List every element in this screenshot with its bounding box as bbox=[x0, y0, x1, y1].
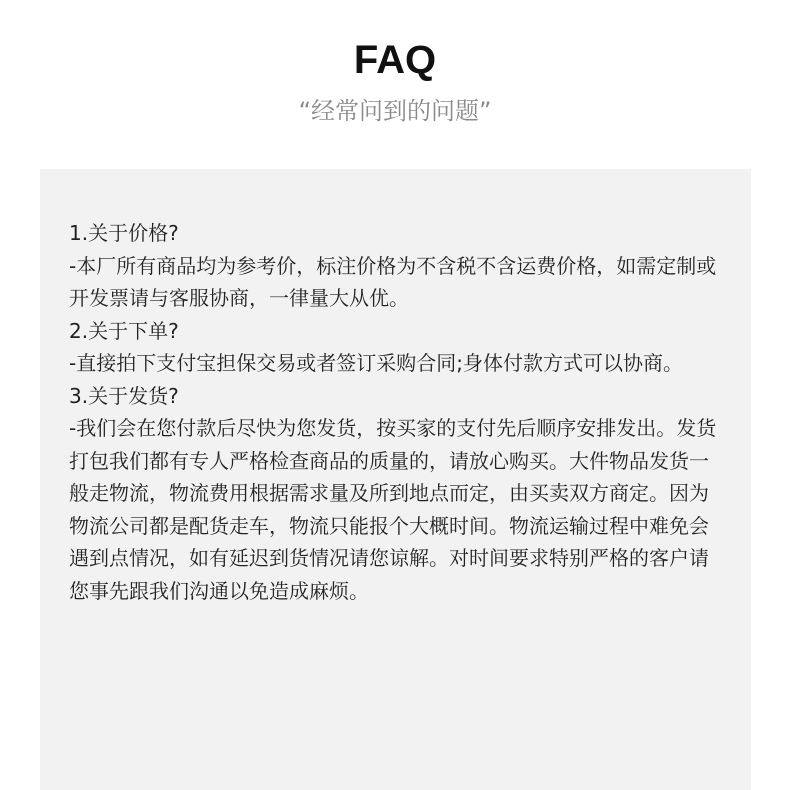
faq-question-shipping: 3.关于发货? bbox=[69, 383, 179, 408]
faq-answer-order: -直接拍下支付宝担保交易或者签订采购合同;身体付款方式可以协商。 bbox=[69, 351, 683, 375]
faq-item-shipping bbox=[69, 380, 721, 608]
faq-answer-shipping: -我们会在您付款后尽快为您发货，按买家的支付先后顺序安排发出。发货打包我们都有专人严格检查商品的质量的，请放心购买。大件物品发货一般走物流，物流费用根据需求量及所到地点而定，由买卖双方商定。因为物流公司都是配货走车，物流只能报个大概时间。物流运输过程中难免会遇到点情况，如有延迟到货情况请您谅解。对时间要求特别严格的客户请您事先跟我们沟通以免造成麻烦。 bbox=[69, 416, 717, 603]
page-title: FAQ bbox=[353, 38, 437, 82]
faq-item-price bbox=[69, 217, 721, 315]
faq-question-order: 2.关于下单? bbox=[69, 318, 179, 343]
page-subtitle: “经常问到的问题” bbox=[298, 97, 492, 125]
faq-panel bbox=[40, 169, 751, 790]
faq-item-order bbox=[69, 315, 721, 380]
faq-answer-price: -本厂所有商品均为参考价，标注价格为不含税不含运费价格，如需定制或开发票请与客服协商，一律量大从优。 bbox=[69, 253, 717, 310]
faq-question-price: 1.关于价格? bbox=[69, 221, 179, 245]
